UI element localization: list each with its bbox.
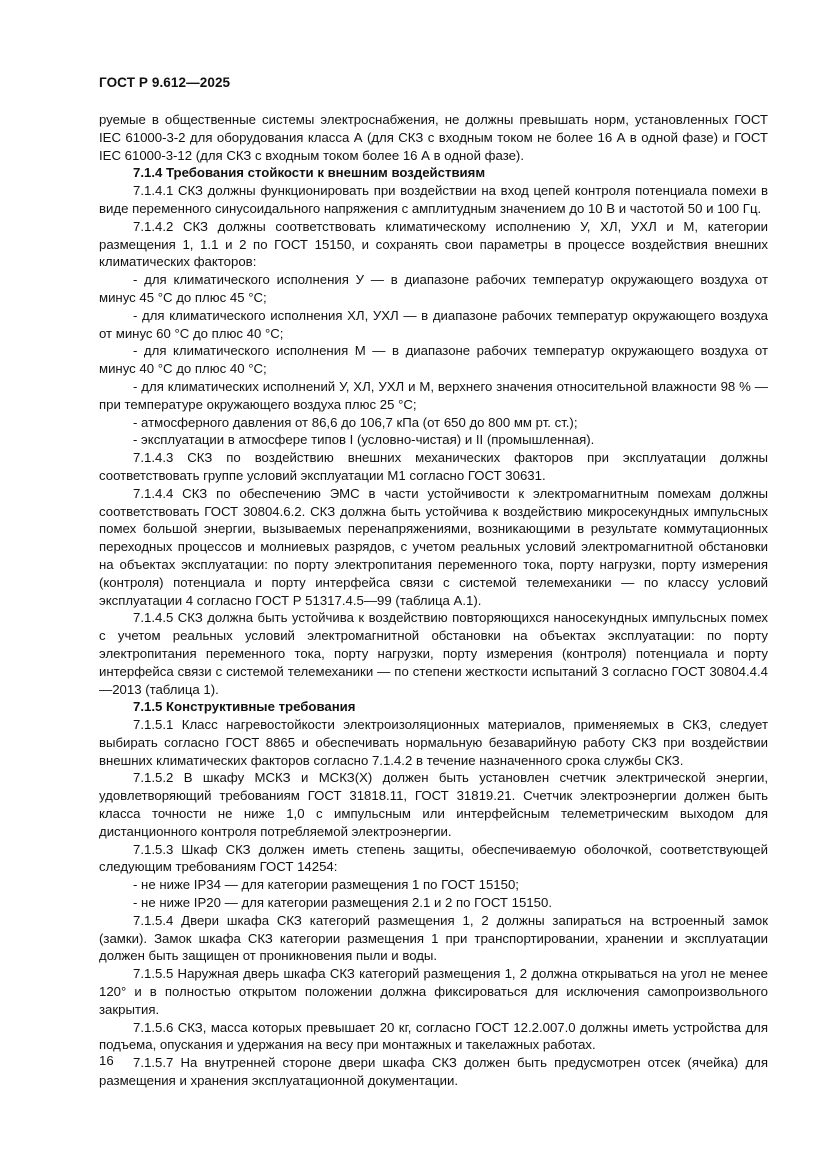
paragraph: руемые в общественные системы электроснабжения, не должны превышать норм, установленных ГОСТ IEC 61000-3-2 для оборудования класса А (для СКЗ с входным током не более 16 А в одной фазе) и ГОСТ IEC 61000-3-12 (для СКЗ с входным током более 16 А в одной фазе).: [99, 112, 768, 163]
paragraph: 7.1.4.2 СКЗ должны соответствовать климатическому исполнению У, ХЛ, УХЛ и М, категории размещения 1, 1.1 и 2 по ГОСТ 15150, и сохранять свои параметры в процессе воздействия внешних климатических факторов:: [99, 218, 768, 270]
document-header: ГОСТ Р 9.612—2025: [99, 75, 231, 90]
list-item: - для климатического исполнения М — в диапазоне рабочих температур окружающего воздуха от минус 40 °С до плюс 40 °С;: [99, 343, 768, 377]
list-item: - эксплуатации в атмосфере типов I (условно-чистая) и II (промышленная).: [133, 432, 595, 448]
paragraph: 7.1.4.4 СКЗ по обеспечению ЭМС в части устойчивости к электромагнитным помехам должны соответствовать ГОСТ 30804.6.2. СКЗ должна быть устойчива к воздействию микросекундных импульсных помех большой энергии, вызываемых перенапряжениями, возникающими в результате коммутационных переходных процессов и молниевых разрядов, с учетом реальных условий электромагнитной обстановки на объектах эксплуатации: по порту электропитания переменного тока, порту нагрузки, порту измерения (контроля) потенциала и порту интерфейса связи с системой телемеханики — по классу условий эксплуатации 4 согласно ГОСТ Р 51317.4.5—99 (таблица А.1).: [99, 485, 768, 608]
list-item: - не ниже IP20 — для категории размещения 2.1 и 2 по ГОСТ 15150.: [133, 895, 552, 911]
paragraph: 7.1.5.1 Класс нагревостойкости электроизоляционных материалов, применяемых в СКЗ, следует выбирать согласно ГОСТ 8865 и обеспечивать нормальную безаварийную работу СКЗ при воздействии внешних климатических факторов согласно 7.1.4.2 в течение назначенного срока службы СКЗ.: [99, 717, 768, 768]
section-heading: 7.1.4 Требования стойкости к внешним воздействиям: [133, 165, 486, 181]
paragraph: 7.1.5.4 Двери шкафа СКЗ категорий размещения 1, 2 должны запираться на встроенный замок (замки). Замок шкафа СКЗ категории размещения 1 при транспортировании, хранении и эксплуатации должен быть защищен от проникновения пыли и воды.: [99, 912, 768, 964]
paragraph: 7.1.4.3 СКЗ по воздействию внешних механических факторов при эксплуатации должны соответствовать группе условий эксплуатации М1 согласно ГОСТ 30631.: [99, 450, 768, 483]
document-body: [99, 111, 768, 1090]
list-item: - для климатических исполнений У, ХЛ, УХЛ и М, верхнего значения относительной влажности 98 % — при температуре окружающего воздуха плюс 25 °С;: [99, 378, 768, 412]
section-heading: 7.1.5 Конструктивные требования: [133, 699, 356, 715]
list-item: - для климатического исполнения ХЛ, УХЛ — в диапазоне рабочих температур окружающего воздуха от минус 60 °С до плюс 40 °С;: [99, 307, 768, 341]
paragraph: 7.1.5.7 На внутренней стороне двери шкафа СКЗ должен быть предусмотрен отсек (ячейка) для размещения и хранения эксплуатационной документации.: [99, 1055, 768, 1089]
paragraph: 7.1.5.6 СКЗ, масса которых превышает 20 кг, согласно ГОСТ 12.2.007.0 должны иметь устройства для подъема, опускания и удержания на весу при монтажных и такелажных работах.: [99, 1019, 768, 1053]
page-number: 16: [99, 1053, 114, 1068]
paragraph: 7.1.5.3 Шкаф СКЗ должен иметь степень защиты, обеспечиваемую оболочкой, соответствующей следующим требованиям ГОСТ 14254:: [99, 841, 768, 875]
paragraph: 7.1.4.5 СКЗ должна быть устойчива к воздействию повторяющихся наносекундных импульсных помех с учетом реальных условий электромагнитной обстановки на объектах эксплуатации: по порту электропитания переменного тока, порту нагрузки, порту измерения (контроля) потенциала и порту интерфейса связи с системой телемеханики — по степени жесткости испытаний 3 согласно ГОСТ 30804.4.4—2013 (таблица 1).: [99, 610, 768, 697]
list-item: - атмосферного давления от 86,6 до 106,7 кПа (от 650 до 800 мм рт. ст.);: [133, 414, 578, 430]
paragraph: 7.1.5.2 В шкафу МСКЗ и МСКЗ(Х) должен быть установлен счетчик электрической энергии, удовлетворяющий требованиям ГОСТ 31818.11, ГОСТ 31819.21. Счетчик электроэнергии должен быть класса точности не ниже 1,0 с импульсным или интерфейсным телеметрическим выходом для дистанционного контроля потребляемой электроэнергии.: [99, 770, 768, 839]
paragraph: 7.1.4.1 СКЗ должны функционировать при воздействии на вход цепей контроля потенциала помехи в виде переменного синусоидального напряжения с амплитудным значением до 10 В и частотой 50 и 100 Гц.: [99, 183, 768, 216]
list-item: - не ниже IP34 — для категории размещения 1 по ГОСТ 15150;: [133, 877, 519, 893]
list-item: - для климатического исполнения У — в диапазоне рабочих температур окружающего воздуха от минус 45 °С до плюс 45 °С;: [99, 272, 768, 305]
paragraph: 7.1.5.5 Наружная дверь шкафа СКЗ категорий размещения 1, 2 должна открываться на угол не менее 120° и в полностью открытом положении должна фиксироваться для исключения самопроизвольного закрытия.: [99, 966, 768, 1017]
